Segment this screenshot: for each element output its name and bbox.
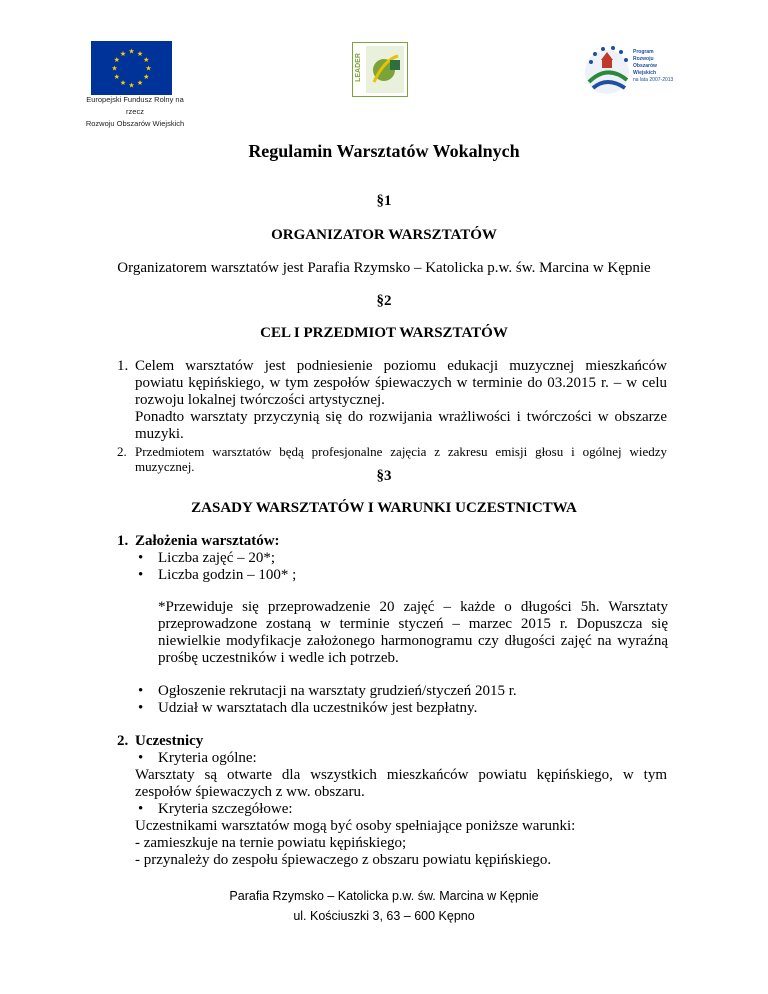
- prow-line: Rozwoju: [633, 56, 654, 62]
- text-line: Uczestnikami warsztatów mogą być osoby spełniające poniższe warunki:: [135, 818, 576, 834]
- section-3-heading: ZASADY WARSZTATÓW I WARUNKI UCZESTNICTWA: [191, 500, 577, 516]
- text-line: niewielkie modyfikacje założonego harmonogramu czy długości zajęć na wyraźną: [158, 633, 668, 649]
- section-2-number: §2: [376, 293, 392, 309]
- document-title: Regulamin Warsztatów Wokalnych: [248, 141, 520, 161]
- leader-logo: [352, 42, 408, 97]
- prow-text: [633, 49, 673, 84]
- eu-caption-line2: Rozwoju Obszarów Wiejskich: [85, 119, 185, 128]
- footer-line2: ul. Kościuszki 3, 63 – 600 Kępno: [293, 909, 475, 923]
- section-2-item-1-number: 1.: [117, 358, 129, 374]
- eu-star-icon: ★: [143, 73, 150, 81]
- text-line: muzyki.: [135, 426, 184, 442]
- eu-star-icon: ★: [119, 79, 127, 88]
- text-line: Celem warsztatów jest podniesienie poziomu edukacji muzycznej mieszkańców: [135, 358, 667, 374]
- eu-caption: [80, 94, 190, 130]
- text-line: powiatu kępińskiego, w tym zespołów śpiewaczych w terminie do 03.2015 r. – w celu: [135, 375, 667, 391]
- eu-star-icon: ★: [128, 47, 135, 56]
- text-line: Przedmiotem warsztatów będą profesjonalne zajęcia z zakresu emisji głosu i ogólnej wiedzy: [135, 444, 667, 459]
- prow-line: Program: [633, 49, 654, 55]
- prow-line: Obszarów: [633, 63, 657, 69]
- text-line: Warsztaty są otwarte dla wszystkich mieszkańców powiatu kępińskiego, w tym: [135, 767, 667, 783]
- eu-caption-line1: Europejski Fundusz Rolny na rzecz: [86, 95, 184, 116]
- section-1-heading: ORGANIZATOR WARSZTATÓW: [271, 227, 497, 243]
- section-1-text: Organizatorem warsztatów jest Parafia Rzymsko – Katolicka p.w. św. Marcina w Kępnie: [117, 260, 651, 276]
- section-3-point-1-list-2: [138, 683, 517, 717]
- criteria-detail-text: [135, 818, 667, 869]
- eu-star-icon: ★: [119, 49, 127, 58]
- text-line: *Przewiduje się przeprowadzenie 20 zajęć – każde o długości 5h. Warsztaty: [158, 599, 668, 615]
- prow-logo: [581, 42, 679, 98]
- list-item: • Kryteria szczegółowe:: [138, 801, 293, 818]
- leader-text: LEADER: [354, 53, 362, 82]
- text-line: Ponadto warsztaty przyczynią się do rozwijania wrażliwości i twórczości w obszarze: [135, 409, 667, 425]
- list-item: • Udział w warsztatach dla uczestników jest bezpłatny.: [138, 700, 517, 717]
- text-line: - przynależy do zespołu śpiewaczego z obszaru powiatu kępińskiego.: [135, 852, 552, 868]
- text-line: muzycznej.: [135, 459, 195, 474]
- footer: [0, 886, 768, 926]
- eu-star-icon: ★: [143, 56, 150, 64]
- section-2-item-1: [135, 358, 667, 443]
- prow-years: na lata 2007-2013: [633, 77, 674, 83]
- eu-star-icon: ★: [128, 81, 135, 90]
- list-item: • Kryteria ogólne:: [138, 750, 257, 767]
- section-3-point-2-number: 2.: [117, 733, 129, 749]
- text-line: zespołów śpiewaczych z ww. obszaru.: [135, 784, 365, 800]
- section-3-number: §3: [376, 468, 392, 484]
- text-line: - zamieszkuje na ternie powiatu kępińskiego;: [135, 835, 407, 851]
- text-line: rozwoju lokalnej twórczości artystycznej.: [135, 392, 385, 408]
- section-3-point-2-heading: Uczestnicy: [135, 733, 204, 749]
- section-2-item-2-number: 2.: [117, 444, 127, 459]
- eu-star-icon: ★: [111, 64, 118, 73]
- section-3-note: [158, 599, 668, 667]
- eu-star-icon: ★: [113, 56, 120, 64]
- section-1-number: §1: [376, 193, 392, 209]
- list-item: • Liczba godzin – 100* ;: [138, 567, 296, 584]
- section-3-point-1-number: 1.: [117, 533, 129, 549]
- eu-star-icon: ★: [136, 79, 144, 88]
- eu-logo: [91, 41, 172, 95]
- prow-line: Wiejskich: [633, 70, 657, 76]
- eu-star-icon: ★: [136, 49, 144, 58]
- eu-star-icon: ★: [145, 64, 152, 73]
- text-line: przeprowadzone zostaną w terminie styczeń – marzec 2015 r. Dopuszcza się: [158, 616, 668, 632]
- section-2-heading: CEL I PRZEDMIOT WARSZTATÓW: [260, 325, 508, 341]
- footer-line1: Parafia Rzymsko – Katolicka p.w. św. Marcina w Kępnie: [229, 889, 539, 903]
- criteria-general-text: [135, 767, 667, 801]
- section-3-point-1-list: [138, 550, 296, 584]
- criteria-detail: [138, 801, 293, 818]
- criteria-general: [138, 750, 257, 767]
- eu-star-icon: ★: [113, 73, 120, 81]
- section-3-point-1-heading: Założenia warsztatów:: [135, 533, 280, 549]
- text-line: prośbę uczestników i wedle ich potrzeb.: [158, 650, 399, 666]
- list-item: • Ogłoszenie rekrutacji na warsztaty grudzień/styczeń 2015 r.: [138, 683, 517, 700]
- list-item: • Liczba zajęć – 20*;: [138, 550, 296, 567]
